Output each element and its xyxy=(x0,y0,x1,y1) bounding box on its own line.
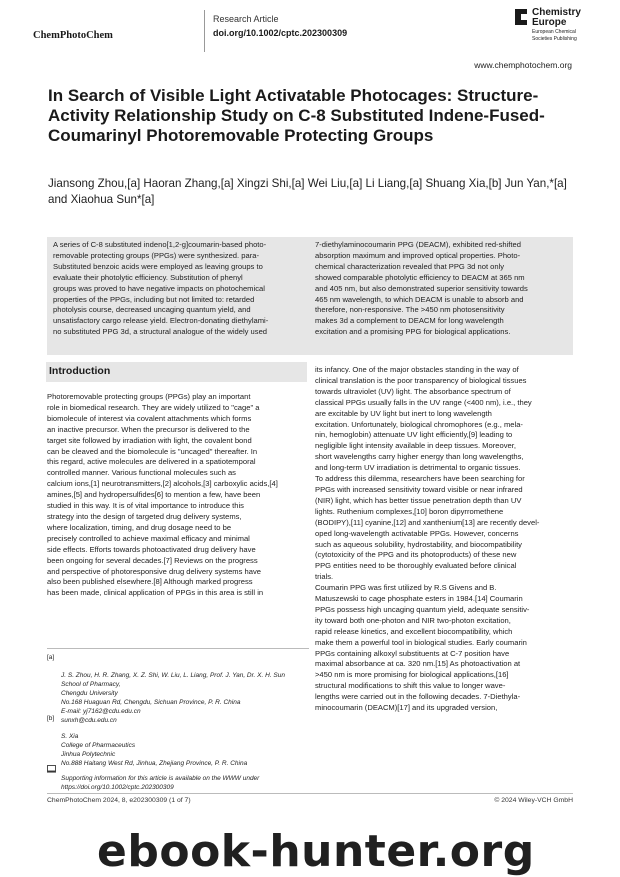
publisher-sub-line2: Societies Publishing xyxy=(532,36,577,42)
publisher-logo[interactable] xyxy=(513,8,581,42)
article-title: In Search of Visible Light Activatable Photocages: Structure-Activity Relationship Study on C-8 Substituted Indene-Fused-Coumarinyl Photoremovable Protecting Groups xyxy=(48,86,545,145)
affiliation-a-text: J. S. Zhou, H. R. Zhang, X. Z. Shi, W. Liu, L. Liang, Prof. J. Yan, Dr. X. H. Sun School of Pharmacy, Chengdu University No.168 Huaguan Rd, Chengdu, Sichuan Province, P. R. China E-mail: yj7162@cdu.edu.cn sunxh@cdu.edu.cn xyxy=(61,672,285,724)
introduction-heading: Introduction xyxy=(49,365,111,377)
publisher-name-line1: Chemistry xyxy=(532,7,581,18)
abstract-left-column: A series of C-8 substituted indeno[1,2-g]coumarin-based photo- removable protecting groups (PPGs) were synthesized. para- Substituted benzoic acids were employed as leaving groups to evaluate their photolytic efficiency. Substitution of phenyl groups was proved to have negative impacts on photochemical properties of the PPGs, including but not limited to: retarded photolysis course, decreased uncaging quantum yield, and unsatisfactory cargo release yield. Electron-donating diethylami- no substituted PPG 3d, a structural analogue of the widely used xyxy=(53,240,269,337)
introduction-left-column: Photoremovable protecting groups (PPGs) play an important role in biomedical research. They are widely utilized to "cage" a biomolecule of interest via covalent attachments which forms an inactive precursor. When the precursor is delivered to the target site followed by irradiation with light, the covalent bond can be cleaved and the biomolecule is "uncaged" thereafter. In this regard, active molecules are delivered in a spatiotemporal controlled manner. Various functional molecules such as calcium ions,[1] neurotransmitters,[2] alcohols,[3] carboxylic acids,[4] amines,[5] and hydropersulfides[6] to mention a few, have been studied in this way. It is of vital importance to introduce this strategy into the design of targeted drug delivery systems, where localization, timing, and drug dosage need to be precisely controlled to achieve maximal efficacy and minimal side effects. Efforts towards photoactivated drug delivery have been ongoing for several decades.[7] Reviews on the progress and perspective of photoresponsive drug delivery systems have also been published elsewhere.[8] Although marked progress has been made, clinical application of PPGs in this area is still in xyxy=(47,392,278,598)
chemistry-europe-logo-icon xyxy=(513,8,529,26)
introduction-right-column: its infancy. One of the major obstacles standing in the way of clinical translation is the poor transparency of biological tissues towards ultraviolet (UV) light. The absorbance spectrum of classical PPGs usually falls in the UV range (<400 nm), i.e., they are excitable by UV light but inert to long wavelength excitation. Unfortunately, biological chromophores (e.g., mela- nin, hemoglobin) attenuate UV light efficiently,[9] leading to negligible light intensity available in deep tissues. Moreover, short wavelengths carry higher energy than long wavelengths, and long-term UV irradiation is detrimental to organic tissues. To address this dilemma, researchers have been searching for PPGs with increased sensitivity toward visible or near infrared (NIR) light, which has better tissue penetration depth than UV lights. Ruthenium complexes,[10] boron dipyrromethene (BODIPY),[11] cyanine,[12] and xanthenium[13] are recently devel- oped long-wavelength activatable PPGs. However, concerns such as aqueous solubility, hydrostability, and biocompatibility (cytotoxicity of the PPG and its photoproducts) of these new PPG entities need to be thoroughly evaluated before clinical trials. Coumarin PPG was first utilized by R.S Givens and B. Matuszewski to cage phosphate esters in 1984.[14] Coumarin PPGs possess high uncaging quantum yield, adequate sensitiv- ity toward both one-photon and NIR two-photon excitation, rapid release kinetics, and excellent biocompatibility, which make them a powerful tool in biological studies. Early coumarin PPGs containing alkoxyl substituents at C-7 position have maximal absorbance at ca. 320 nm.[15] As photoactivation at >450 nm is more promising for biological applications,[16] structural modifications to shift this value to longer wave- lengths were carried out in the following decades. 7-Diethyla- minocoumarin (DEACM)[17] and its upgraded version, xyxy=(315,365,540,713)
author-list: Jiansong Zhou,[a] Haoran Zhang,[a] Xingzi Shi,[a] Wei Liu,[a] Li Liang,[a] Shuang Xia,[b] Jun Yan,*[a] and Xiaohua Sun*[a] xyxy=(48,177,567,206)
footer-copyright: © 2024 Wiley-VCH GmbH xyxy=(494,797,573,804)
article-type: Research Article xyxy=(213,14,279,24)
journal-name: ChemPhotoChem xyxy=(33,30,113,41)
footer-divider xyxy=(47,793,573,794)
supporting-info-text[interactable]: Supporting information for this article is available on the WWW under https://doi.org/10.1002/cptc.202300309 xyxy=(61,775,260,791)
watermark-text: ebook-hunter.org xyxy=(97,826,535,877)
journal-website-link[interactable]: www.chemphotochem.org xyxy=(474,60,572,70)
publisher-sub-line1: European Chemical xyxy=(532,29,576,35)
supporting-info-note xyxy=(47,756,309,801)
footnote-divider xyxy=(47,648,309,649)
article-doi-link[interactable]: doi.org/10.1002/cptc.202300309 xyxy=(213,28,348,38)
supporting-info-icon xyxy=(47,756,56,776)
publisher-name-line2: Europe xyxy=(532,17,567,28)
abstract-right-column: 7-diethylaminocoumarin PPG (DEACM), exhibited red-shifted absorption maximum and improved optical properties. Photo- chemical characterization revealed that PPG 3d not only showed comparable photolytic efficiency to DEACM at 365 nm and 405 nm, but also demonstrated superior sensitivity towards 465 nm wavelength, to which DEACM is unable to absorb and therefore, non-responsive. The >450 nm photosensitivity makes 3d a complement to DEACM for long wavelength excitation and a promising PPG for biological applications. xyxy=(315,240,528,337)
affiliation-b-text: S. Xia College of Pharmaceutics Jinhua Polytechnic No.888 Haitang West Rd, Jinhua, Zhejiang Province, P. R. China xyxy=(61,733,248,767)
footer-citation: ChemPhotoChem 2024, 8, e202300309 (1 of 7) xyxy=(47,797,191,804)
affiliation-b-label: [b] xyxy=(47,715,55,722)
header-divider xyxy=(204,10,205,52)
affiliation-a-label: [a] xyxy=(47,654,55,661)
